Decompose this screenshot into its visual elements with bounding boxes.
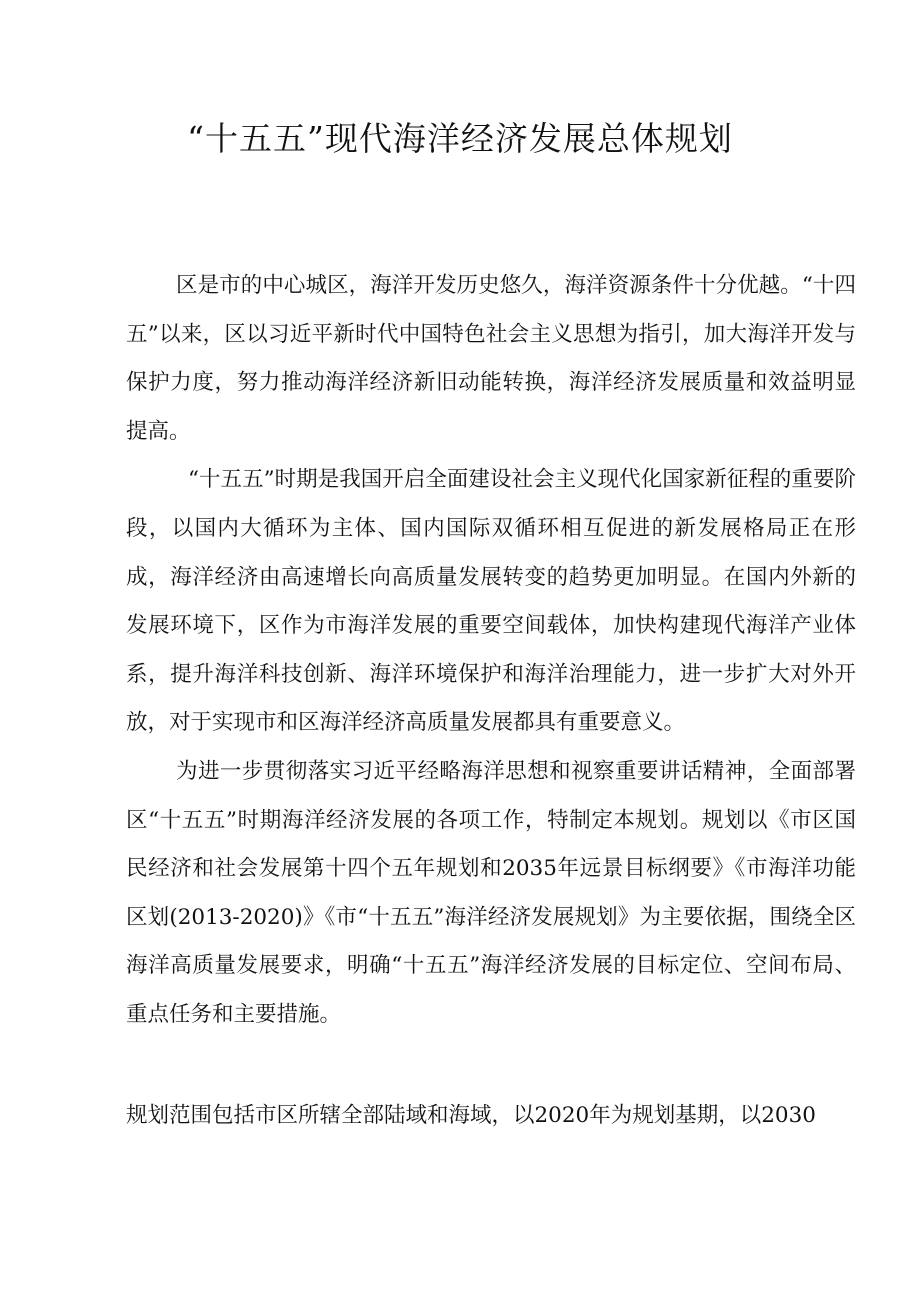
paragraph-1: 区是市的中心城区，海洋开发历史悠久，海洋资源条件十分优越。“十四五”以来，区以习近平新时代中国特色社会主义思想为指引，加大海洋开发与保护力度，努力推动海洋经济新旧动能转换，海洋经济发展质量和效益明显提高。 (126, 273, 856, 444)
paragraph-2: “十五五”时期是我国开启全面建设社会主义现代化国家新征程的重要阶段，以国内大循环为主体、国内国际双循环相互促进的新发展格局正在形成，海洋经济由高速增长向高质量发展转变的趋势更加明显。在国内外新的发展环境下，区作为市海洋发展的重要空间载体，加快构建现代海洋产业体系，提升海洋科技创新、海洋环境保护和海洋治理能力，进一步扩大对外开放，对于实现市和区海洋经济高质量发展都具有重要意义。 (126, 467, 856, 736)
document-body (126, 262, 856, 1140)
document-title: “十五五”现代海洋经济发展总体规划 (187, 119, 733, 158)
paragraph-3: 为进一步贯彻落实习近平经略海洋思想和视察重要讲话精神，全面部署区“十五五”时期海洋经济发展的各项工作，特制定本规划。规划以《市区国民经济和社会发展第十四个五年规划和2035年远景目标纲要》《市海洋功能区划(2013-2020)》《市“十五五”海洋经济发展规划》为主要依据，围绕全区海洋高质量发展要求，明确“十五五”海洋经济发展的目标定位、空间布局、重点任务和主要措施。 (126, 758, 856, 1027)
paragraph-gap (126, 1040, 856, 1092)
paragraph-4: 规划范围包括市区所辖全部陆域和海域，以2020年为规划基期，以2030 (126, 1102, 816, 1128)
